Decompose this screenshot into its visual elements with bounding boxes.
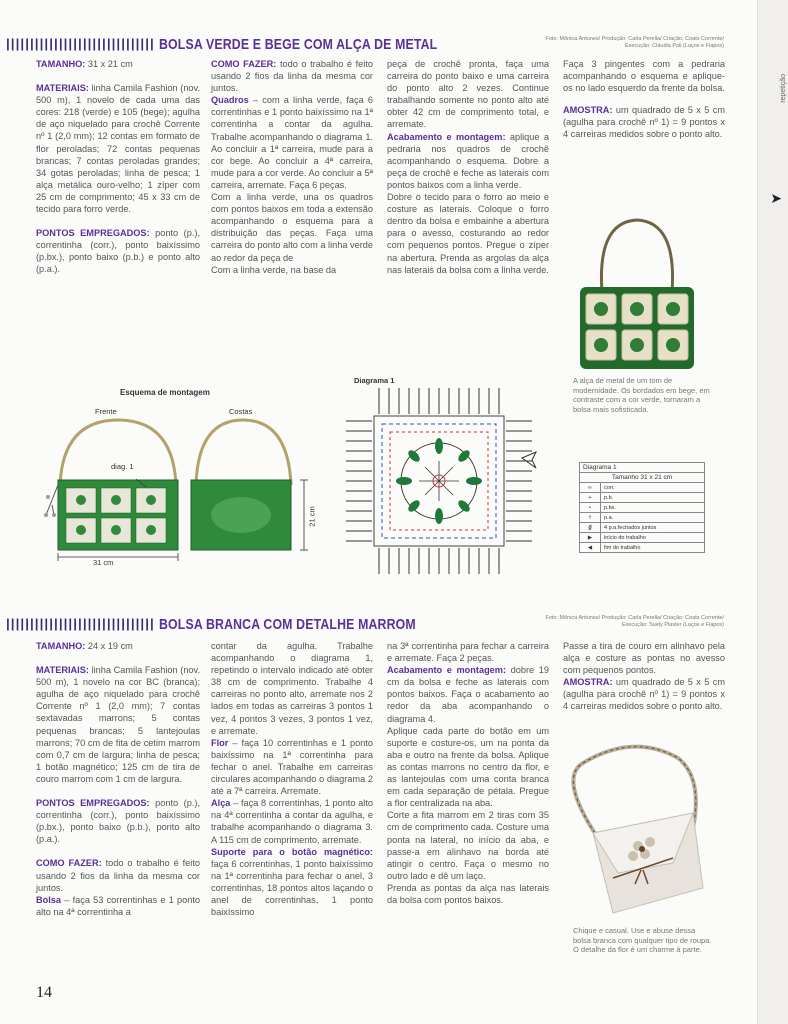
legend-row: ◀ fim do trabalho	[580, 543, 705, 553]
costas-label: Costas	[229, 407, 253, 416]
article2-col1: TAMANHO: 24 x 19 cm MATERIAIS: linha Camila Fashion (nov. 500 m), 1 novelo na cor BC (branca); agulha de aço niquelado para crochê Corrente nº 1 (2,0 mm); 7 contas sextavadas marrons; 5 contas pequenas brancas; 5 lantejoulas marrons; 70 cm de fita de cetim marrom com 0,7 cm de largura; linha de pesca; 1 botão magnético; 125 cm de tira de couro marrom com 1 cm de largura. PONTOS EMPREGADOS: ponto (p.), correntinha (corr.), ponto baixíssimo (p.bx.), ponto baixo (p.b.), ponto alto (p.a.). COMO FAZER: todo o trabalho é feito usando 2 fios da linha da mesma cor juntos. Bolsa – faça 53 correntinhas e 1 ponto alto na 4ª correntinha a	[36, 641, 200, 917]
article2-col3: na 3ª correntinha para fechar a carreira e arremate. Faça 2 peças. Acabamento e montagem: dobre 19 cm da bolsa e feche as laterais com pontos baixos. Faça o acabamento ao redor da aba acompanhando o diagrama 4. Aplique cada parte do botão em um suporte e costure-os, um na ponta da aba e outro na frente da bolsa. Aplique as contas marrons no centro da flor, e as lantejoulas com uma conta branca em cada separação de pétala. Pregue a flor centralizada na aba. Corte a fita marrom em 2 tiras com 35 cm de comprimento cada. Costure uma ponta na lateral, no início da aba, e passe-a em alinhavo na borda até atingir o centro. Faça o mesmo no outro lado e dê um laço. Prenda as pontas da alça nas laterais da bolsa com pontos baixos.	[387, 641, 549, 905]
legend-row: + p.b.	[580, 493, 705, 503]
article2-col2: contar da agulha. Trabalhe acompanhando o diagrama 1, repetindo o intervalo indicado até obter 38 cm de comprimento. Trabalhe 4 carreiras no ponto alto, arremate nos 2 lados em todas as carreiras 3 pontos 1 vez, 4 pontos 3 vezes, 3 pontos 1 vez, e arremate. Flor – faça 10 correntinhas e 1 ponto baixíssimo na 1ª correntinha para fechar o anel. Trabalhe em carreiras circulares acompanhando o diagrama 2 até a 7ª carreira. Arremate. Alça – faça 8 correntinhas, 1 ponto alto na 4ª correntinha a contar da agulha, e trabalhe acompanhando o diagrama 3. A 115 cm de comprimento, arremate. Suporte para o botão magnético: faça 6 correntinhas, 1 ponto baixíssimo na 1ª correntinha para fechar o anel, 3 correntinhas, 18 pontos altos laçando o anel de correntinhas, 1 ponto baixíssimo	[211, 641, 373, 918]
frente-label: Frente	[95, 407, 117, 416]
white-bag-photo	[553, 738, 723, 923]
legend-subtitle: Tamanho 31 x 21 cm	[580, 473, 705, 483]
esquema-montagem-figure	[38, 415, 308, 570]
article2-photo-caption: Chique e casual. Use e abuse dessa bolsa branca com qualquer tipo de roupa. O detalhe da flor é um charme à parte.	[573, 926, 712, 954]
width-dimension: 31 cm	[93, 558, 114, 567]
legend-row: ∯ 4 p.a.fechados juntos	[580, 523, 705, 533]
crochet-diagram-1	[344, 386, 544, 576]
article1-col2: COMO FAZER: todo o trabalho é feito usando 2 fios da linha da mesma cor juntos. Quadros – com a linha verde, faça 6 correntinhas e 1 ponto baixíssimo na 1ª correntinha a contar da agulha. Trabalhe acompanhando o diagrama 1. Ao concluir a 1ª carreira, mude para a cor bege. Ao concluir a 4ª carreira, mude para a cor verde. Ao concluir a 5ª carreira, arremate. Faça 6 peças. Com a linha verde, una os quadros com pontos baixos em toda a extensão acompanhando o esquema para a distribuição das peças. Faça uma carreira do ponto alto com a linha verde ao redor da peça de Com a linha verde, na base da	[211, 59, 373, 275]
diag-label: diag. 1	[111, 462, 134, 471]
article2-col4: Passe a tira de couro em alinhavo pela alça e costure as pontas no avesso com pequenos pontos. AMOSTRA: um quadrado de 5 x 5 cm (agulha para crochê nº 1) = 9 pontos x 4 carreiras medidos sobre o ponto alto.	[563, 641, 725, 712]
legend-row: † p.a.	[580, 513, 705, 523]
height-dimension: 21 cm	[307, 506, 317, 527]
esquema-title: Esquema de montagem	[120, 388, 210, 397]
green-bag-photo	[562, 212, 712, 372]
article2-header	[4, 613, 472, 635]
article1-header	[4, 33, 498, 55]
page-number: 14	[36, 984, 52, 1001]
article2-title: BOLSA BRANCA COM DETALHE MARROM	[158, 615, 416, 633]
right-page-edge	[757, 0, 788, 1024]
header-bars: |||||||||||||||||||||||||||||||	[4, 616, 153, 632]
diagrama1-title: Diagrama 1	[354, 376, 395, 385]
side-tab: repetição	[780, 74, 787, 103]
article1-credit: Foto: Mônica Antunes/ Produção: Carla Perella/ Criação: Coats Corrente/ Execução: Cláudia Poli (Laços e Fiapos)	[545, 36, 724, 49]
arrow-icon: ➤	[770, 190, 782, 206]
diagram-legend-table	[579, 462, 705, 553]
article2-credit: Foto: Mônica Antunes/ Produção: Carla Perella/ Criação: Coats Corrente/ Execução: Suely Plaster (Laços e Fiapos)	[545, 615, 724, 628]
article1-col4: Faça 3 pingentes com a pedraria acompanhando o esquema e aplique-os no lado esquerdo da frente da bolsa. AMOSTRA: um quadrado de 5 x 5 cm (agulha para crochê nº 1) = 9 pontos x 4 carreiras medidos sobre o ponto alto.	[563, 59, 725, 140]
legend-row: ▶ início do trabalho	[580, 533, 705, 543]
legend-row: • p.bx.	[580, 503, 705, 513]
article1-col1: TAMANHO: 31 x 21 cm MATERIAIS: linha Camila Fashion (nov. 500 m), 1 novelo de cada uma das cores: 218 (verde) e 105 (bege); agulha de aço niquelado para crochê Corrente nº 1 (2,0 mm); 12 contas em formato de flor peroladas; 72 contas pequenas brancas; 7 contas peroladas grandes; 34 gotas peroladas; linha de pesca; 1 alça metálica ouro-velho; 1 zíper com 25 cm de comprimento; 45 x 33 cm de tecido para forro verde. PONTOS EMPREGADOS: ponto (p.), correntinha (corr.), ponto baixíssimo (p.bx.), ponto baixo (p.b.) e ponto alto (p.a.).	[36, 59, 200, 275]
article1-photo-caption: A alça de metal de um tom de modernidade. Os bordados em bege, em contraste com a cor verde, tornaram a bolsa mais sofisticada.	[573, 376, 710, 414]
article1-col3: peça de crochê pronta, faça uma carreira do ponto baixo e uma carreira do ponto alto 2 vezes. Continue trabalhando somente no ponto alto até obter 42 cm de comprimento total, e arremate. Acabamento e montagem: aplique a pedraria nos quadros de crochê acompanhando o esquema. Dobre a peça de crochê e feche as laterais com pontos baixos com a linha verde. Dobre o tecido para o forro ao meio e costure as laterais. Coloque o forro dentro da bolsa e embainhe a abertura para o avesso, costurando ao redor com pequenos pontos. Pregue o zíper na abertura. Prenda as argolas da alça nas laterais da bolsa com a linha verde.	[387, 59, 549, 275]
legend-row: ∞ corr.	[580, 483, 705, 493]
article1-title: BOLSA VERDE E BEGE COM ALÇA DE METAL	[158, 35, 438, 53]
legend-title: Diagrama 1	[580, 463, 705, 473]
header-bars: |||||||||||||||||||||||||||||||	[4, 36, 153, 52]
